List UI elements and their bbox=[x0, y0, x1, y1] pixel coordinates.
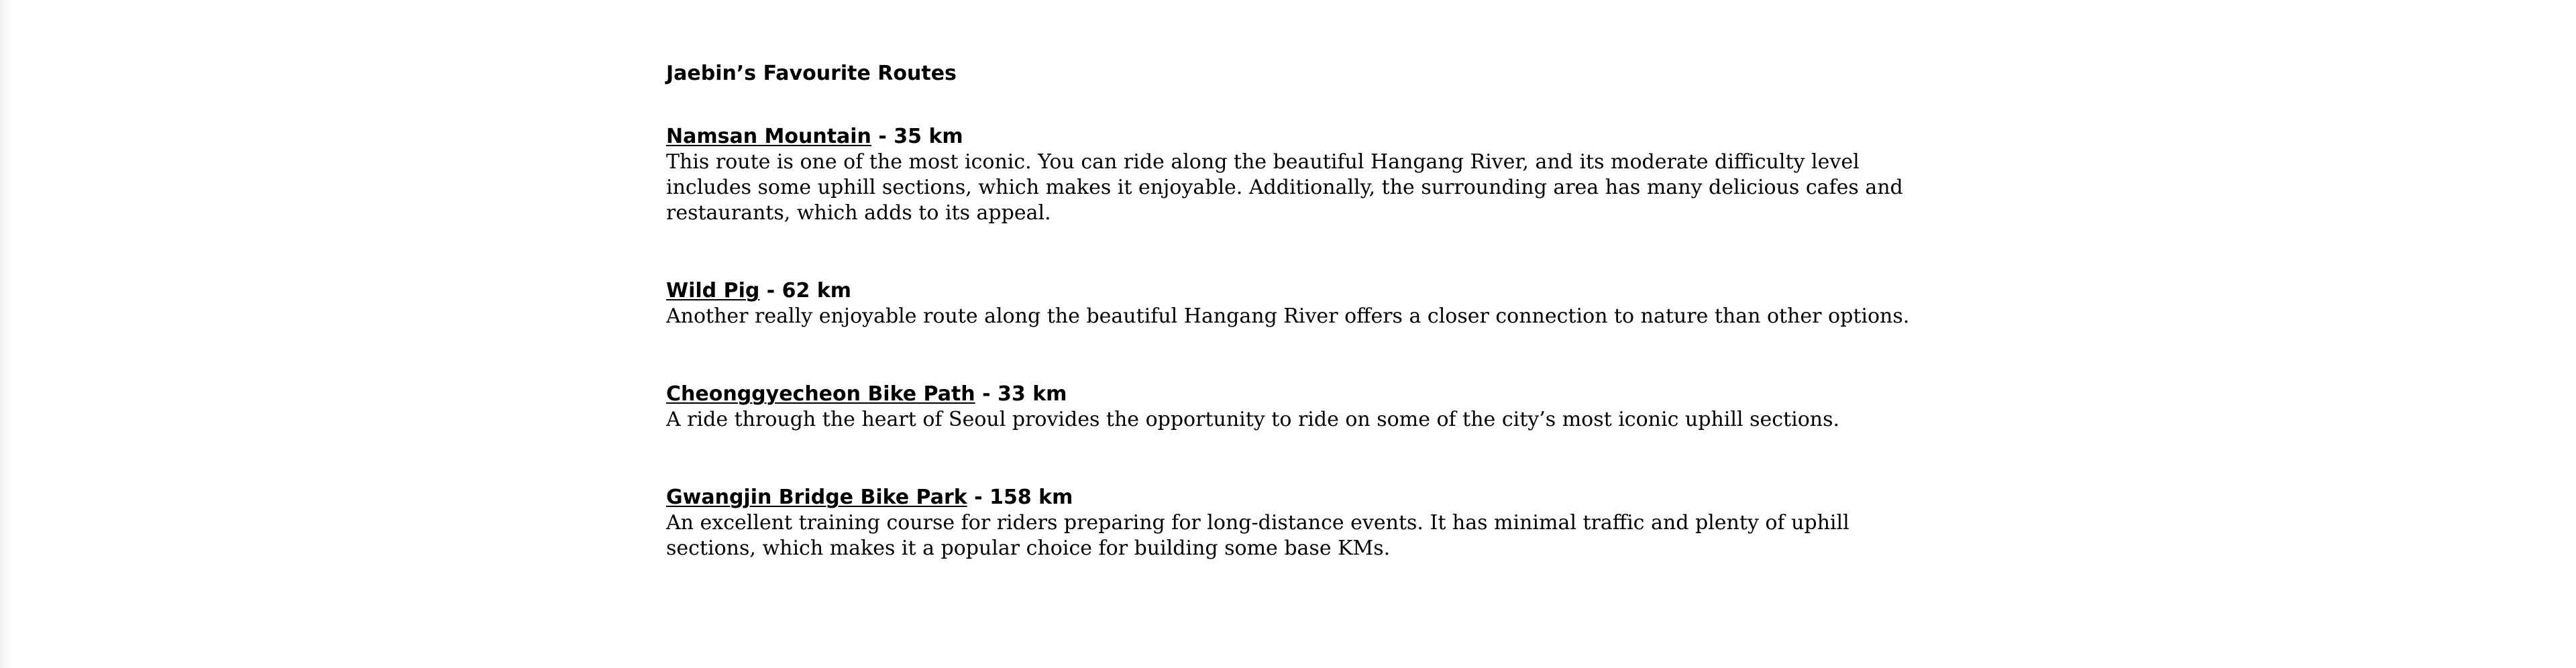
route-distance: - 35 km bbox=[871, 125, 963, 148]
route-link-wild-pig[interactable]: Wild Pig bbox=[666, 279, 760, 302]
routes-article bbox=[666, 60, 1921, 614]
route-heading bbox=[666, 278, 1921, 304]
route-description: This route is one of the most iconic. You can ride along the beautiful Hangang River, and its moderate difficulty level includes some uphill sections, which makes it enjoyable. Additionally, the surrounding area has many delicious cafes and restaurants, which adds to its appeal. bbox=[666, 150, 1903, 225]
route-heading bbox=[666, 485, 1921, 510]
route-link-gwangjin-bridge-bike-park[interactable]: Gwangjin Bridge Bike Park bbox=[666, 486, 967, 509]
route-gwangjin-bridge-bike-park bbox=[666, 485, 1921, 561]
route-distance: - 158 km bbox=[967, 486, 1073, 509]
route-cheonggyecheon-bike-path bbox=[666, 382, 1921, 433]
route-description: An excellent training course for riders preparing for long-distance events. It has minimal traffic and plenty of uphill sections, which makes it a popular choice for building some base KMs. bbox=[666, 511, 1849, 560]
route-namsan-mountain bbox=[666, 124, 1921, 226]
window-edge-shadow bbox=[0, 0, 12, 668]
route-link-namsan-mountain[interactable]: Namsan Mountain bbox=[666, 125, 871, 148]
route-link-cheonggyecheon-bike-path[interactable]: Cheonggyecheon Bike Path bbox=[666, 382, 975, 406]
route-wild-pig bbox=[666, 278, 1921, 329]
route-heading bbox=[666, 124, 1921, 150]
route-distance: - 33 km bbox=[975, 382, 1067, 406]
page-title: Jaebin’s Favourite Routes bbox=[666, 62, 957, 85]
route-heading bbox=[666, 382, 1921, 407]
route-distance: - 62 km bbox=[759, 279, 852, 302]
route-description: A ride through the heart of Seoul provides the opportunity to ride on some of the city’s most iconic uphill sections. bbox=[666, 408, 1840, 431]
route-description: Another really enjoyable route along the beautiful Hangang River offers a closer connection to nature than other options. bbox=[666, 304, 1910, 328]
